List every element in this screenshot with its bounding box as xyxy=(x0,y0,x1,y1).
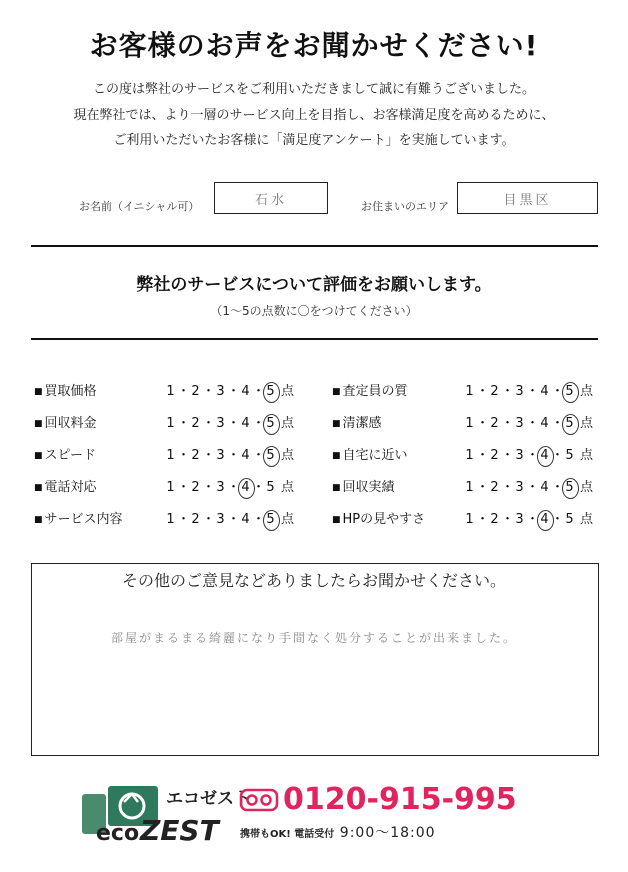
rating-unit: 点 xyxy=(580,512,594,527)
rating-option[interactable]: 4 xyxy=(241,512,250,527)
rating-item xyxy=(332,413,382,435)
rating-unit: 点 xyxy=(281,416,295,431)
rating-row xyxy=(0,413,628,435)
separator: ・ xyxy=(476,480,490,495)
rating-option-selected[interactable]: 5 xyxy=(563,477,576,499)
separator: ・ xyxy=(252,448,266,463)
rating-option[interactable]: 1 xyxy=(465,480,474,495)
bullet-square-icon: ■ xyxy=(34,483,43,493)
separator: ・ xyxy=(177,384,191,399)
divider-top xyxy=(31,245,598,247)
rating-scale xyxy=(463,381,593,403)
rating-row xyxy=(0,509,628,531)
rating-option[interactable]: 1 xyxy=(166,512,175,527)
rating-option[interactable]: 3 xyxy=(216,512,225,527)
rating-label: 電話対応 xyxy=(44,480,97,495)
rating-option[interactable]: 1 xyxy=(465,416,474,431)
separator: ・ xyxy=(227,384,241,399)
rating-option[interactable]: 1 xyxy=(166,480,175,495)
rating-option[interactable]: 3 xyxy=(515,384,524,399)
rating-item xyxy=(332,445,408,467)
separator: ・ xyxy=(526,416,540,431)
rating-option-selected[interactable]: 5 xyxy=(264,381,277,403)
bullet-square-icon: ■ xyxy=(332,387,341,397)
brand-zest: ZEST xyxy=(140,814,219,847)
rating-option[interactable]: 3 xyxy=(216,480,225,495)
rating-option[interactable]: 5 xyxy=(266,480,275,495)
rating-unit: 点 xyxy=(580,480,594,495)
separator: ・ xyxy=(252,384,266,399)
rating-unit: 点 xyxy=(580,384,594,399)
separator: ・ xyxy=(202,448,216,463)
separator: ・ xyxy=(177,448,191,463)
rating-label: 回収料金 xyxy=(44,416,97,431)
separator: ・ xyxy=(551,512,565,527)
bullet-square-icon: ■ xyxy=(34,451,43,461)
separator: ・ xyxy=(476,416,490,431)
bullet-square-icon: ■ xyxy=(332,451,341,461)
rating-option[interactable]: 2 xyxy=(191,384,200,399)
rating-unit: 点 xyxy=(281,384,295,399)
rating-unit: 点 xyxy=(281,512,295,527)
separator: ・ xyxy=(501,448,515,463)
bullet-square-icon: ■ xyxy=(34,419,43,429)
rating-option[interactable]: 2 xyxy=(191,480,200,495)
rating-option-selected[interactable]: 5 xyxy=(264,509,277,531)
brand-kana: エコゼスト xyxy=(166,789,251,809)
rating-unit: 点 xyxy=(281,448,295,463)
rating-row xyxy=(0,381,628,403)
separator: ・ xyxy=(202,384,216,399)
separator: ・ xyxy=(227,512,241,527)
separator: ・ xyxy=(551,384,565,399)
bullet-square-icon: ■ xyxy=(332,515,341,525)
separator: ・ xyxy=(501,416,515,431)
separator: ・ xyxy=(202,512,216,527)
rating-item xyxy=(332,509,425,531)
intro-line-3: ご利用いただいたお客様に「満足度アンケート」を実施しています。 xyxy=(113,133,515,148)
free-dial-icon xyxy=(240,789,278,811)
rating-unit: 点 xyxy=(580,416,594,431)
rating-option[interactable]: 1 xyxy=(166,416,175,431)
business-hours xyxy=(240,822,436,842)
separator: ・ xyxy=(476,512,490,527)
rating-option-selected[interactable]: 4 xyxy=(239,477,252,499)
rating-item xyxy=(332,477,395,499)
rating-option-selected[interactable]: 5 xyxy=(563,413,576,435)
name-field[interactable] xyxy=(214,182,328,214)
separator: ・ xyxy=(501,480,515,495)
rating-option[interactable]: 4 xyxy=(241,448,250,463)
separator: ・ xyxy=(551,448,565,463)
rating-option[interactable]: 2 xyxy=(490,448,499,463)
rating-label: スピード xyxy=(44,448,96,463)
bullet-square-icon: ■ xyxy=(34,387,43,397)
rating-option[interactable]: 1 xyxy=(465,448,474,463)
rating-unit: 点 xyxy=(281,480,295,495)
rating-option-selected[interactable]: 4 xyxy=(538,509,551,531)
separator: ・ xyxy=(227,416,241,431)
area-value: 目黒区 xyxy=(503,192,552,208)
separator: ・ xyxy=(252,416,266,431)
area-field[interactable] xyxy=(457,182,598,214)
rating-option[interactable]: 5 xyxy=(565,448,574,463)
rating-scale xyxy=(463,477,593,499)
separator: ・ xyxy=(227,480,241,495)
rating-option[interactable]: 3 xyxy=(216,384,225,399)
rating-option[interactable]: 4 xyxy=(540,480,549,495)
area-label: お住まいのエリア xyxy=(361,200,449,213)
rating-scale xyxy=(463,509,593,531)
separator: ・ xyxy=(476,448,490,463)
rating-row xyxy=(0,445,628,467)
rating-option[interactable]: 1 xyxy=(465,512,474,527)
separator: ・ xyxy=(227,448,241,463)
separator: ・ xyxy=(177,480,191,495)
bullet-square-icon: ■ xyxy=(332,483,341,493)
rating-label: サービス内容 xyxy=(44,512,123,527)
separator: ・ xyxy=(252,480,266,495)
rating-label: 買取価格 xyxy=(44,384,97,399)
rating-heading: 弊社のサービスについて評価をお願いします。 xyxy=(136,275,492,295)
rating-option[interactable]: 4 xyxy=(540,384,549,399)
separator: ・ xyxy=(501,384,515,399)
page-title: お客様のお声をお聞かせください! xyxy=(89,29,539,62)
rating-label: 査定員の質 xyxy=(342,384,408,399)
rating-scale xyxy=(463,413,593,435)
rating-option[interactable]: 2 xyxy=(490,384,499,399)
rating-option[interactable]: 2 xyxy=(191,512,200,527)
rating-option[interactable]: 3 xyxy=(216,416,225,431)
separator: ・ xyxy=(476,384,490,399)
separator: ・ xyxy=(526,512,540,527)
comment-text: 部屋がまるまる綺麗になり手間なく処分することが出来ました。 xyxy=(110,631,517,645)
rating-option[interactable]: 3 xyxy=(216,448,225,463)
ecozest-logo xyxy=(78,780,251,850)
rating-label: 自宅に近い xyxy=(342,448,408,463)
rating-option[interactable]: 3 xyxy=(515,448,524,463)
phone-number[interactable]: 0120-915-995 xyxy=(283,782,517,817)
rating-instructions: （1〜5の点数に〇をつけてください） xyxy=(210,304,418,318)
separator: ・ xyxy=(551,480,565,495)
rating-option[interactable]: 2 xyxy=(191,416,200,431)
rating-option[interactable]: 2 xyxy=(191,448,200,463)
rating-label: HPの見やすさ xyxy=(342,512,426,527)
separator: ・ xyxy=(526,480,540,495)
rating-option[interactable]: 1 xyxy=(166,384,175,399)
rating-option-selected[interactable]: 4 xyxy=(538,445,551,467)
rating-option[interactable]: 5 xyxy=(565,512,574,527)
rating-option-selected[interactable]: 5 xyxy=(264,445,277,467)
rating-option[interactable]: 3 xyxy=(515,480,524,495)
intro-line-2: 現在弊社では、より一層のサービス向上を目指し、お客様満足度を高めるために、 xyxy=(73,108,555,123)
separator: ・ xyxy=(202,480,216,495)
separator: ・ xyxy=(177,512,191,527)
rating-option[interactable]: 1 xyxy=(166,448,175,463)
rating-label: 回収実績 xyxy=(342,480,395,495)
hours-lead: 携帯もOK! 電話受付 xyxy=(240,829,335,840)
rating-option[interactable]: 2 xyxy=(490,480,499,495)
rating-unit: 点 xyxy=(580,448,594,463)
rating-option[interactable]: 3 xyxy=(515,512,524,527)
bullet-square-icon: ■ xyxy=(34,515,43,525)
separator: ・ xyxy=(526,384,540,399)
rating-option[interactable]: 4 xyxy=(241,384,250,399)
rating-scale xyxy=(463,445,593,467)
comment-box[interactable] xyxy=(31,563,599,756)
rating-option[interactable]: 1 xyxy=(465,384,474,399)
rating-option[interactable]: 2 xyxy=(490,416,499,431)
rating-row xyxy=(0,477,628,499)
intro-line-1: この度は弊社のサービスをご利用いただきまして誠に有難うございました。 xyxy=(92,82,535,97)
rating-option-selected[interactable]: 5 xyxy=(264,413,277,435)
brand-eco: eco xyxy=(96,821,140,846)
rating-option[interactable]: 2 xyxy=(490,512,499,527)
divider-bottom xyxy=(31,338,598,340)
rating-option[interactable]: 3 xyxy=(515,416,524,431)
comment-heading: その他のご意見などありましたらお聞かせください。 xyxy=(121,571,506,590)
rating-label: 清潔感 xyxy=(342,416,382,431)
separator: ・ xyxy=(177,416,191,431)
bullet-square-icon: ■ xyxy=(332,419,341,429)
rating-option[interactable]: 4 xyxy=(241,416,250,431)
rating-item xyxy=(332,381,408,403)
hours-value: 9:00〜18:00 xyxy=(339,825,436,841)
separator: ・ xyxy=(202,416,216,431)
separator: ・ xyxy=(526,448,540,463)
separator: ・ xyxy=(551,416,565,431)
rating-option-selected[interactable]: 5 xyxy=(563,381,576,403)
rating-option[interactable]: 4 xyxy=(540,416,549,431)
separator: ・ xyxy=(501,512,515,527)
name-value: 石水 xyxy=(254,192,287,208)
separator: ・ xyxy=(252,512,266,527)
name-label: お名前（イニシャル可） xyxy=(79,200,200,213)
